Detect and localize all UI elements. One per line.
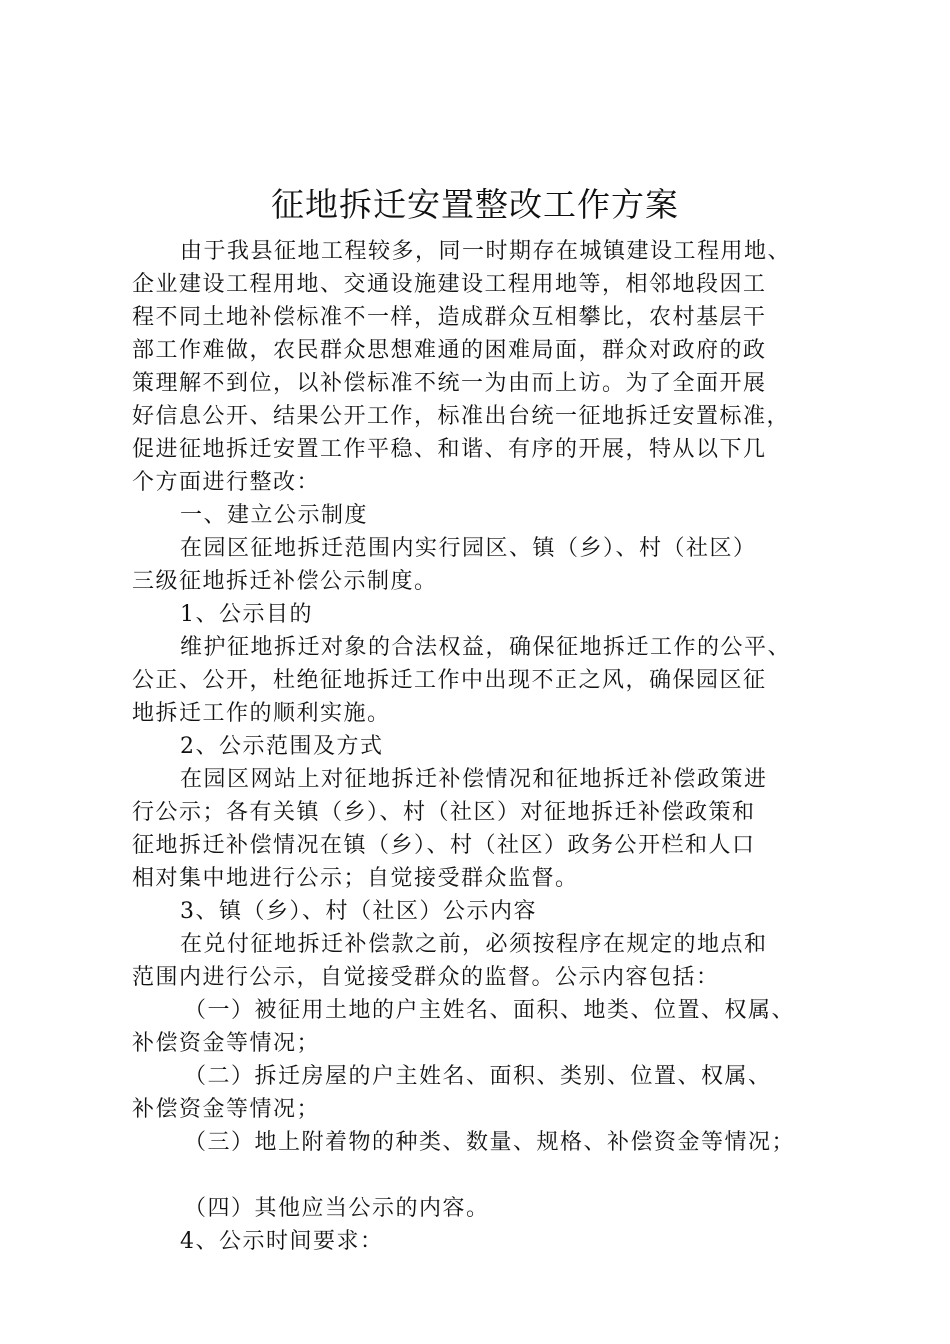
text-line: 三级征地拆迁补偿公示制度。 xyxy=(132,569,438,594)
list-item: （二）拆迁房屋的户主姓名、面积、类别、位置、权属、 xyxy=(184,1064,772,1089)
subsection-heading: 2、公示范围及方式 xyxy=(180,734,384,759)
subsection-heading: 3、镇（乡）、村（社区）公示内容 xyxy=(180,899,537,924)
text-line: 维护征地拆迁对象的合法权益，确保征地拆迁工作的公平、 xyxy=(180,635,792,660)
document-title: 征地拆迁安置整改工作方案 xyxy=(271,185,679,224)
text-line: 在兑付征地拆迁补偿款之前，必须按程序在规定的地点和 xyxy=(180,932,768,957)
list-item: （一）被征用土地的户主姓名、面积、地类、位置、权属、 xyxy=(184,998,796,1023)
text-line: 由于我县征地工程较多，同一时期存在城镇建设工程用地、 xyxy=(180,239,792,264)
text-line: 在园区征地拆迁范围内实行园区、镇（乡）、村（社区） xyxy=(180,536,757,561)
text-line: 行公示；各有关镇（乡）、村（社区）对征地拆迁补偿政策和 xyxy=(132,800,756,825)
list-item: （三）地上附着物的种类、数量、规格、补偿资金等情况； xyxy=(184,1130,796,1155)
text-line: 征地拆迁补偿情况在镇（乡）、村（社区）政务公开栏和人口 xyxy=(132,833,756,858)
text-line: 部工作难做，农民群众思想难通的困难局面，群众对政府的政 xyxy=(132,338,767,363)
text-line: 在园区网站上对征地拆迁补偿情况和征地拆迁补偿政策进 xyxy=(180,767,768,792)
subsection-heading: 1、公示目的 xyxy=(180,602,313,627)
text-line: 相对集中地进行公示；自觉接受群众监督。 xyxy=(132,866,579,891)
text-line: 地拆迁工作的顺利实施。 xyxy=(132,701,391,726)
text-line: 促进征地拆迁安置工作平稳、和谐、有序的开展，特从以下几 xyxy=(132,437,767,462)
text-line: 补偿资金等情况； xyxy=(132,1031,321,1056)
text-line: 公正、公开，杜绝征地拆迁工作中出现不正之风，确保园区征 xyxy=(132,668,767,693)
text-line: 程不同土地补偿标准不一样，造成群众互相攀比，农村基层干 xyxy=(132,305,767,330)
list-item: （四）其他应当公示的内容。 xyxy=(184,1196,490,1221)
text-line: 好信息公开、结果公开工作，标准出台统一征地拆迁安置标准， xyxy=(132,404,791,429)
text-line: 个方面进行整改： xyxy=(132,470,321,495)
text-line: 企业建设工程用地、交通设施建设工程用地等，相邻地段因工 xyxy=(132,272,767,297)
text-line: 范围内进行公示，自觉接受群众的监督。公示内容包括： xyxy=(132,965,720,990)
text-line: 补偿资金等情况； xyxy=(132,1097,321,1122)
text-line: 策理解不到位，以补偿标准不统一为由而上访。为了全面开展 xyxy=(132,371,767,396)
subsection-heading: 4、公示时间要求： xyxy=(180,1229,384,1254)
section-heading: 一、建立公示制度 xyxy=(180,503,369,528)
